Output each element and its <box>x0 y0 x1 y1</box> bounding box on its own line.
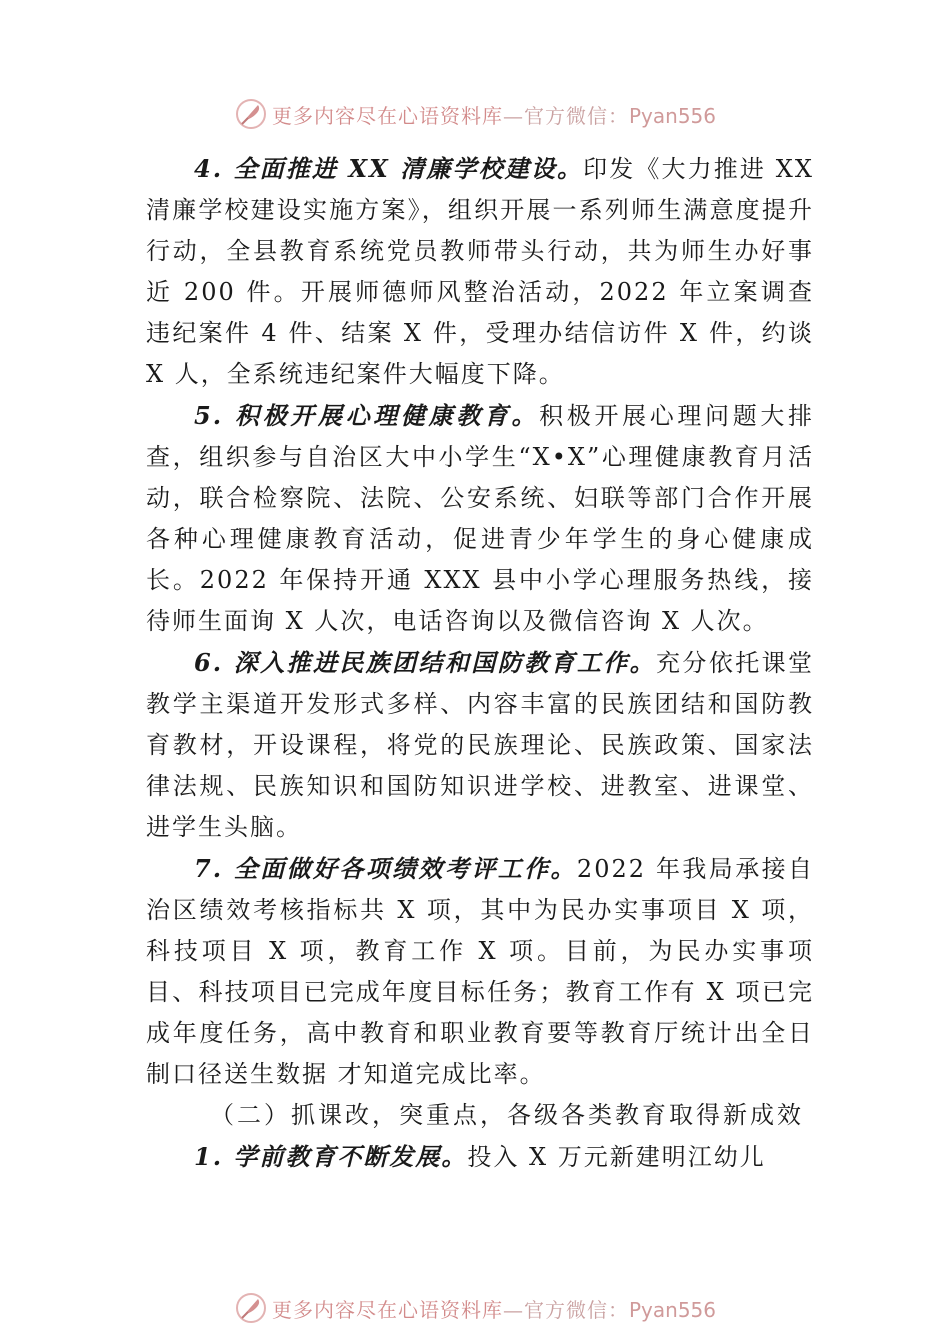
paragraph-lead: 4. 全面推进 XX 清廉学校建设。 <box>194 154 584 183</box>
paragraph-body: 充分依托课堂教学主渠道开发形式多样、内容丰富的民族团结和国防教育教材，开设课程，将党的民族理论、民族政策、国家法律法规、民族知识和国防知识进学校、进教室、进课堂、进学生头脑。 <box>146 649 814 841</box>
document-body <box>146 148 814 1178</box>
banner-text <box>272 1294 716 1323</box>
paragraph-body: 投入 X 万元新建明江幼儿 <box>467 1143 766 1171</box>
paragraph-item-7 <box>146 848 814 1095</box>
watermark-banner-top <box>0 94 950 134</box>
paragraph-lead: 5. 积极开展心理健康教育。 <box>194 401 540 430</box>
paragraph-body: 积极开展心理问题大排查，组织参与自治区大中小学生“X•X”心理健康教育月活动，联合检察院、法院、公安系统、妇联等部门合作开展各种心理健康教育活动，促进青少年学生的身心健康成长。2022 年保持开通 XXX 县中小学心理服务热线，接待师生面询 X 人次，电话咨询以及微信咨询 X 人次。 <box>146 402 814 635</box>
banner-suffix: —官方微信： <box>502 1297 629 1322</box>
paragraph-lead: 1. 学前教育不断发展。 <box>194 1142 468 1171</box>
banner-suffix: —官方微信： <box>502 103 629 128</box>
section-heading: （二）抓课改，突重点，各级各类教育取得新成效 <box>210 1101 804 1129</box>
paragraph-item-5 <box>146 395 814 642</box>
paragraph-item-6 <box>146 642 814 848</box>
banner-wechat-id: Pyan556 <box>628 103 716 128</box>
watermark-banner-bottom <box>0 1288 950 1328</box>
paragraph-item-1 <box>146 1136 814 1178</box>
paragraph-body: 印发《大力推进 XX 清廉学校建设实施方案》，组织开展一系列师生满意度提升行动，全县教育系统党员教师带头行动，共为师生办好事近 200 件。开展师德师风整治活动，2022 年立案调查违纪案件 4 件、结案 X 件，受理办结信访件 X 件，约谈 X 人，全系统违纪案件大幅度下降。 <box>146 155 814 388</box>
paragraph-body: 2022 年我局承接自治区绩效考核指标共 X 项，其中为民办实事项目 X 项，科技项目 X 项，教育工作 X 项。目前，为民办实事项目、科技项目已完成年度目标任务；教育工作有 X 项已完成年度任务，高中教育和职业教育要等教育厅统计出全日制口径送生数据 才知道完成比率。 <box>146 855 814 1088</box>
paragraph-lead: 6. 深入推进民族团结和国防教育工作。 <box>194 648 657 677</box>
paragraph-lead: 7. 全面做好各项绩效考评工作。 <box>194 854 577 883</box>
quill-logo-icon <box>234 97 268 131</box>
quill-logo-icon <box>234 1291 268 1325</box>
paragraph-item-4 <box>146 148 814 395</box>
banner-prefix: 更多内容尽在心语资料库 <box>271 103 503 128</box>
banner-prefix: 更多内容尽在心语资料库 <box>271 1297 503 1322</box>
banner-wechat-id: Pyan556 <box>628 1297 716 1322</box>
banner-text <box>272 100 716 129</box>
